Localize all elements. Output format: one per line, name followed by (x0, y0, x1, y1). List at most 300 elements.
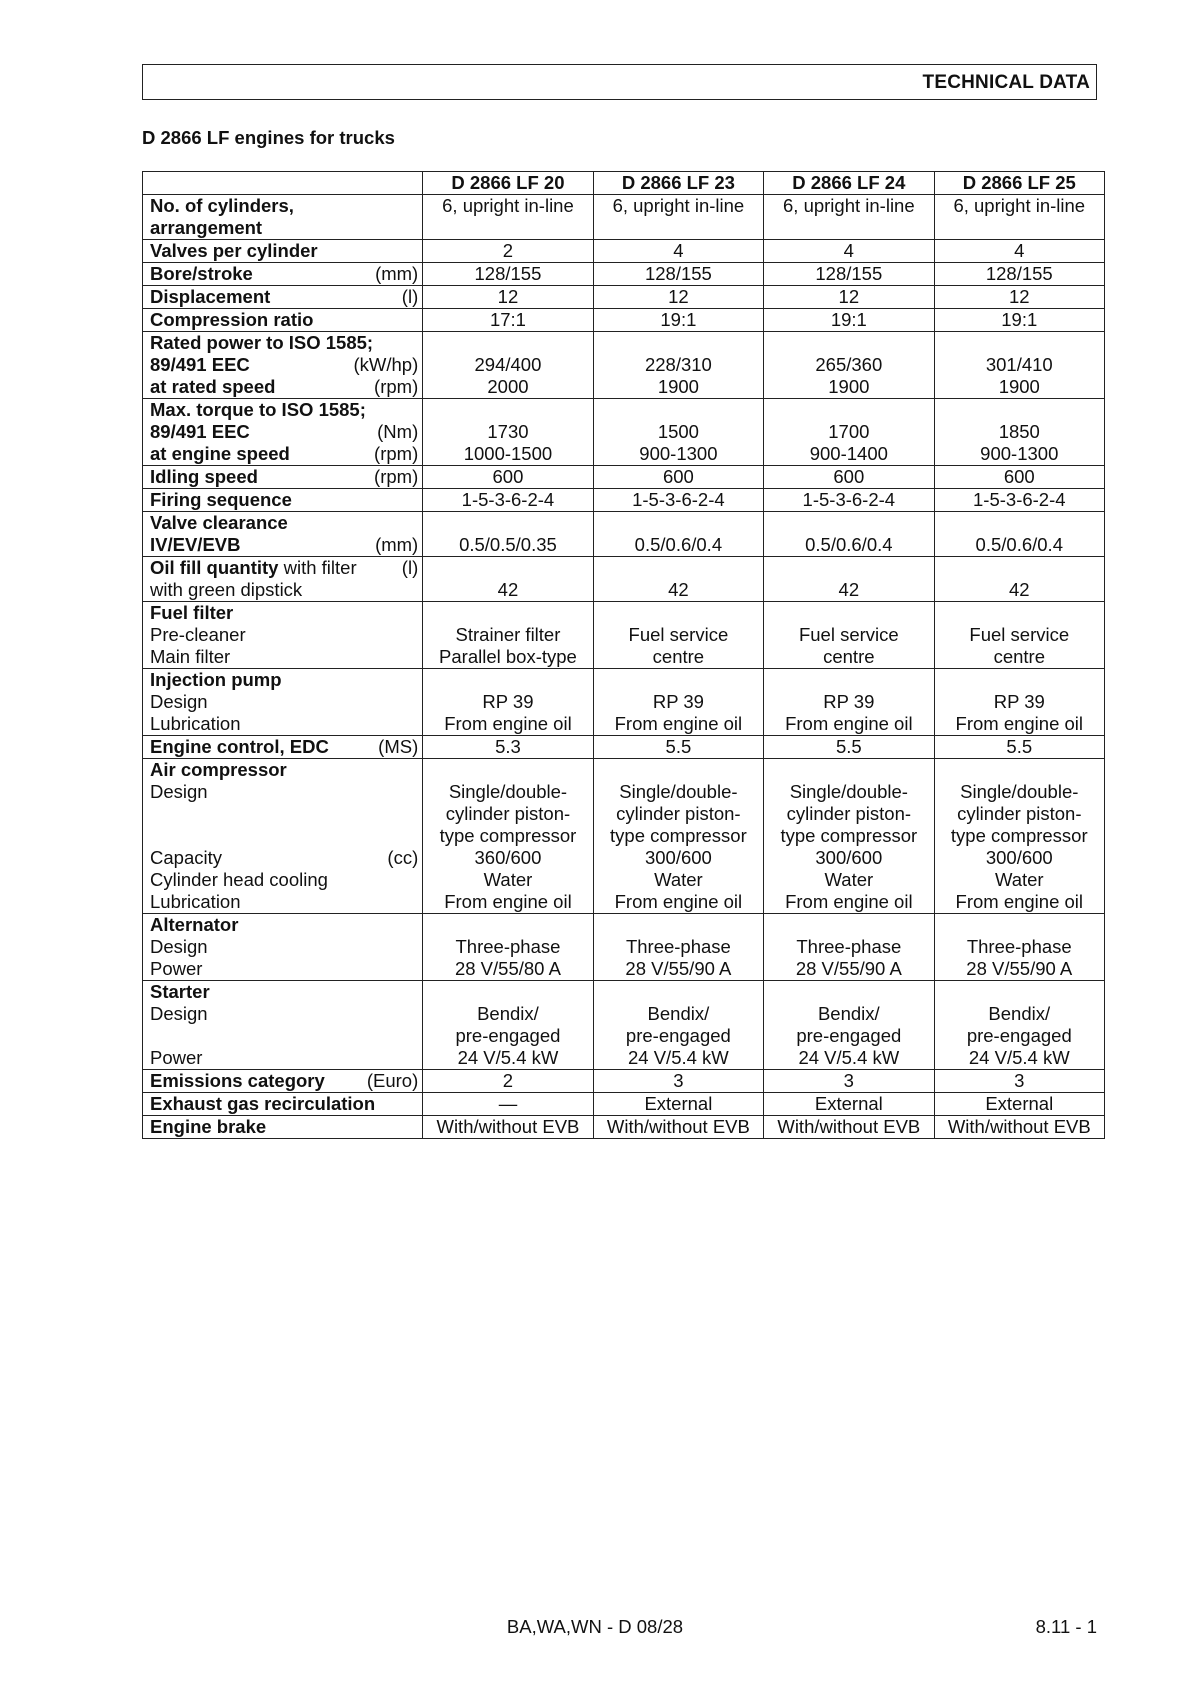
value-line: Single/double- (789, 781, 908, 802)
value-line: RP 39 (652, 691, 704, 712)
value-line: 1-5-3-6-2-4 (461, 489, 555, 510)
value-line: pre-engaged (796, 1025, 902, 1046)
value-line: Single/double- (960, 781, 1079, 802)
value-line (594, 557, 763, 579)
value-line (935, 217, 1104, 239)
value-line: 0.5/0.6/0.4 (975, 534, 1063, 555)
value-line: 28 V/55/90 A (625, 958, 732, 979)
value-line: centre (652, 646, 705, 667)
row-label-text (150, 1047, 202, 1069)
value-line: 4 (1014, 240, 1025, 261)
value-line: cylinder piston- (957, 803, 1082, 824)
row-label-name: Design (150, 781, 208, 802)
value-line (594, 914, 763, 936)
row-unit: (l) (401, 286, 419, 307)
value-line (935, 981, 1104, 1003)
value-line: 228/310 (644, 354, 712, 375)
row-unit: (rpm) (374, 376, 419, 397)
row-label-cell (143, 981, 423, 1070)
table-row (143, 263, 1105, 286)
value-line: From engine oil (785, 713, 913, 734)
value-line (423, 602, 592, 624)
value-line: 300/600 (644, 847, 712, 868)
row-label-name: Air compressor (150, 759, 287, 780)
value-line: RP 39 (993, 691, 1045, 712)
value-cell (423, 240, 593, 263)
row-label-cell (143, 914, 423, 981)
row-label-text (150, 759, 287, 781)
row-label-line (150, 1116, 418, 1138)
row-label-cell (143, 263, 423, 286)
value-line: 1850 (998, 421, 1040, 442)
row-unit: (mm) (375, 263, 419, 284)
value-line: centre (823, 646, 875, 667)
value-cell (423, 981, 593, 1070)
row-label-line (150, 399, 418, 421)
row-label-text (150, 936, 208, 958)
row-label-cell (143, 736, 423, 759)
value-line: 0.5/0.5/0.35 (459, 534, 557, 555)
value-line: cylinder piston- (616, 803, 741, 824)
value-line: 128/155 (815, 263, 883, 284)
footer-doc-reference: BA,WA,WN - D 08/28 (506, 1616, 684, 1637)
value-line: Bendix/ (817, 1003, 880, 1024)
row-label-line (150, 736, 418, 758)
value-line (764, 399, 933, 421)
value-line: Water (483, 869, 533, 890)
row-label-line (150, 891, 418, 913)
value-line (935, 332, 1104, 354)
value-line (935, 557, 1104, 579)
value-line (423, 669, 592, 691)
row-label-cell (143, 195, 423, 240)
row-label-name: arrangement (150, 217, 263, 238)
row-label-name: Max. torque to ISO 1585; (150, 399, 366, 420)
value-cell (764, 914, 934, 981)
value-line: 28 V/55/90 A (795, 958, 902, 979)
row-label-name: Exhaust gas recirculation (150, 1093, 376, 1114)
table-row (143, 602, 1105, 669)
row-label-cell (143, 399, 423, 466)
row-label-name: Starter (150, 981, 210, 1002)
row-label-cell (143, 240, 423, 263)
value-line: 12 (1008, 286, 1030, 307)
value-cell (764, 981, 934, 1070)
value-cell (764, 332, 934, 399)
value-line: cylinder piston- (786, 803, 912, 824)
value-line: Fuel service (969, 624, 1070, 645)
row-label-name: Valves per cylinder (150, 240, 318, 261)
value-line: 900-1300 (980, 443, 1059, 464)
value-cell (593, 489, 763, 512)
value-line: With/without EVB (606, 1116, 750, 1137)
row-label-name: Displacement (150, 286, 271, 307)
value-cell (423, 914, 593, 981)
row-label-line (150, 466, 418, 488)
value-line: 1900 (657, 376, 699, 397)
value-line: 900-1300 (639, 443, 718, 464)
row-label-name: 89/491 EEC (150, 354, 250, 375)
row-label-line (150, 421, 418, 443)
value-line: 12 (838, 286, 860, 307)
value-line (764, 669, 933, 691)
value-line: 4 (673, 240, 684, 261)
row-label-text (150, 736, 329, 758)
value-line: 0.5/0.6/0.4 (634, 534, 723, 555)
row-label-text (150, 669, 282, 691)
value-line: pre-engaged (625, 1025, 731, 1046)
value-cell (593, 1093, 763, 1116)
value-cell (423, 1116, 593, 1139)
row-label-name: Injection pump (150, 669, 282, 690)
row-label-text (150, 602, 233, 624)
value-line: cylinder piston- (445, 803, 571, 824)
column-header: D 2866 LF 24 (764, 172, 934, 195)
value-cell (593, 332, 763, 399)
row-unit: (mm) (375, 534, 419, 555)
value-cell (423, 557, 593, 602)
value-line: Strainer filter (455, 624, 561, 645)
row-label-line (150, 263, 418, 285)
table-row (143, 736, 1105, 759)
value-line: centre (993, 646, 1045, 667)
value-line: 3 (673, 1070, 684, 1091)
value-cell (593, 914, 763, 981)
value-cell (423, 489, 593, 512)
value-line (764, 602, 933, 624)
row-label-name: Compression ratio (150, 309, 314, 330)
row-label-name: No. of cylinders, (150, 195, 294, 216)
table-row (143, 1070, 1105, 1093)
table-row (143, 309, 1105, 332)
value-cell (593, 240, 763, 263)
row-label-line (150, 646, 418, 668)
row-label-text (150, 624, 246, 646)
row-label-line (150, 240, 418, 262)
row-label-cell (143, 1093, 423, 1116)
value-cell (423, 309, 593, 332)
value-line: 5.5 (1006, 736, 1033, 757)
row-label-text (150, 847, 222, 869)
row-label-text (150, 1116, 266, 1138)
row-label-line (150, 691, 418, 713)
row-label-line (150, 354, 418, 376)
row-label-name: Power (150, 958, 203, 979)
table-row (143, 557, 1105, 602)
value-cell (423, 1070, 593, 1093)
row-label-line (150, 579, 418, 601)
row-label-text (150, 354, 250, 376)
value-line: 1-5-3-6-2-4 (632, 489, 725, 510)
value-cell (764, 602, 934, 669)
row-label-line (150, 1047, 418, 1069)
value-line: 1-5-3-6-2-4 (973, 489, 1066, 510)
value-cell (423, 466, 593, 489)
row-label-name: Main filter (150, 646, 231, 667)
value-cell (764, 195, 934, 240)
value-cell (934, 466, 1104, 489)
value-line: 6, upright in-line (953, 195, 1086, 216)
value-line: 5.3 (495, 736, 521, 757)
row-label-line (150, 1070, 418, 1092)
value-cell (593, 669, 763, 736)
value-line: Water (994, 869, 1044, 890)
value-line (594, 759, 763, 781)
value-line: type compressor (780, 825, 918, 846)
value-line: External (985, 1093, 1054, 1114)
value-cell (764, 240, 934, 263)
value-line: 24 V/5.4 kW (798, 1047, 900, 1068)
row-label-name: Design (150, 936, 208, 957)
value-line: Fuel service (798, 624, 899, 645)
value-cell (764, 512, 934, 557)
value-line (594, 981, 763, 1003)
row-label-line (150, 958, 418, 980)
value-cell (934, 489, 1104, 512)
value-cell (593, 1116, 763, 1139)
value-line: 128/155 (985, 263, 1053, 284)
row-label-line (150, 376, 418, 398)
value-cell (934, 1070, 1104, 1093)
value-line: pre-engaged (455, 1025, 561, 1046)
row-label-line (150, 1003, 418, 1025)
row-label-name: Capacity (150, 847, 222, 868)
value-line: Fuel service (628, 624, 729, 645)
row-label-cell (143, 309, 423, 332)
value-line (764, 332, 933, 354)
value-cell (934, 286, 1104, 309)
value-cell (593, 981, 763, 1070)
value-cell (934, 309, 1104, 332)
value-line: 265/360 (815, 354, 883, 375)
row-label-name: Lubrication (150, 891, 241, 912)
row-label-line (150, 847, 418, 869)
value-line: type compressor (950, 825, 1088, 846)
row-label-line (150, 309, 418, 331)
row-label-text (150, 1003, 208, 1025)
value-cell (934, 263, 1104, 286)
value-line: From engine oil (785, 891, 913, 912)
value-line: Three-phase (625, 936, 731, 957)
row-unit: (Nm) (377, 421, 419, 442)
value-cell (764, 1116, 934, 1139)
value-line (935, 512, 1104, 534)
value-line: 0.5/0.6/0.4 (805, 534, 893, 555)
value-line (935, 602, 1104, 624)
table-row (143, 914, 1105, 981)
value-cell (764, 759, 934, 914)
row-label-cell (143, 512, 423, 557)
value-cell (593, 736, 763, 759)
value-line: 4 (843, 240, 854, 261)
row-label-line (150, 1093, 418, 1115)
value-line: 24 V/5.4 kW (628, 1047, 729, 1068)
row-unit: (Euro) (366, 1070, 419, 1091)
row-label-line (150, 489, 418, 511)
row-label-line (150, 936, 418, 958)
value-line: Bendix/ (988, 1003, 1051, 1024)
row-label-name: Alternator (150, 914, 239, 935)
spec-table (142, 171, 1105, 1139)
value-cell (934, 332, 1104, 399)
value-line: 42 (497, 579, 519, 600)
row-label-text (150, 421, 250, 443)
row-label-text (150, 869, 328, 891)
value-cell (934, 759, 1104, 914)
value-line (423, 217, 592, 239)
table-row (143, 759, 1105, 914)
row-label-name: Pre-cleaner (150, 624, 246, 645)
value-line: RP 39 (482, 691, 534, 712)
value-line (764, 557, 933, 579)
spec-table-body (143, 195, 1105, 1139)
value-line: 24 V/5.4 kW (457, 1047, 559, 1068)
value-line (935, 759, 1104, 781)
row-label-cell (143, 1116, 423, 1139)
value-cell (593, 1070, 763, 1093)
value-cell (423, 736, 593, 759)
row-label-text (150, 399, 366, 421)
row-unit: (l) (401, 557, 419, 578)
value-cell (764, 1070, 934, 1093)
value-cell (593, 466, 763, 489)
value-cell (593, 263, 763, 286)
value-line: With/without EVB (777, 1116, 921, 1137)
value-cell (423, 263, 593, 286)
table-row (143, 981, 1105, 1070)
row-label-text (150, 958, 202, 980)
value-line (423, 914, 592, 936)
row-unit: (cc) (387, 847, 419, 868)
value-line: 360/600 (474, 847, 542, 868)
value-cell (764, 1093, 934, 1116)
row-label-cell (143, 332, 423, 399)
row-unit: (rpm) (374, 443, 419, 464)
value-line (764, 981, 933, 1003)
row-label-cell (143, 557, 423, 602)
value-line (764, 914, 933, 936)
table-row (143, 1116, 1105, 1139)
value-line: 1730 (487, 421, 529, 442)
value-line (423, 512, 592, 534)
row-label-cell (143, 286, 423, 309)
value-cell (934, 399, 1104, 466)
row-label-suffix: with filter (278, 557, 357, 578)
value-line: type compressor (610, 825, 747, 846)
value-cell (423, 602, 593, 669)
value-cell (423, 512, 593, 557)
row-label-text (150, 691, 208, 713)
value-line (935, 399, 1104, 421)
value-cell (934, 602, 1104, 669)
value-cell (423, 332, 593, 399)
value-line: External (644, 1093, 713, 1114)
value-line: Bendix/ (647, 1003, 710, 1024)
value-line (594, 217, 763, 239)
row-label-name: Bore/stroke (150, 263, 253, 284)
row-label-line (150, 217, 418, 239)
value-line: 2 (502, 240, 514, 261)
row-label-text (150, 443, 290, 465)
value-line (594, 332, 763, 354)
row-label-line (150, 557, 418, 579)
row-label-name: Firing sequence (150, 489, 292, 510)
row-label-cell (143, 489, 423, 512)
table-header-blank (143, 172, 423, 195)
value-line (594, 602, 763, 624)
value-line (764, 759, 933, 781)
value-cell (934, 195, 1104, 240)
value-line: Single/double- (619, 781, 738, 802)
value-cell (764, 466, 934, 489)
value-line: Parallel box-type (439, 646, 577, 667)
table-row (143, 489, 1105, 512)
value-line: 6, upright in-line (783, 195, 915, 216)
row-label-line (150, 443, 418, 465)
value-line (594, 669, 763, 691)
value-line: 24 V/5.4 kW (968, 1047, 1070, 1068)
column-header: D 2866 LF 25 (934, 172, 1104, 195)
value-cell (764, 309, 934, 332)
value-line (935, 669, 1104, 691)
row-label-name: with green dipstick (150, 579, 303, 600)
row-label-line (150, 602, 418, 624)
row-label-line (150, 1025, 418, 1047)
table-row (143, 286, 1105, 309)
value-line: 42 (668, 579, 689, 600)
row-label-line (150, 803, 418, 825)
value-line: — (498, 1093, 518, 1114)
row-label-cell (143, 602, 423, 669)
value-cell (593, 309, 763, 332)
value-line: 19:1 (1001, 309, 1038, 330)
row-label-line (150, 534, 418, 556)
row-label-text (150, 646, 230, 668)
value-cell (934, 669, 1104, 736)
value-line: From engine oil (444, 713, 572, 734)
row-label-name: Idling speed (150, 466, 258, 487)
value-line (423, 981, 592, 1003)
value-cell (593, 512, 763, 557)
value-line: 6, upright in-line (442, 195, 574, 216)
value-line: 300/600 (815, 847, 883, 868)
value-line: 1000-1500 (463, 443, 553, 464)
row-label-line (150, 981, 418, 1003)
row-unit: (kW/hp) (353, 354, 419, 375)
value-line: 128/155 (644, 263, 712, 284)
value-line: type compressor (439, 825, 577, 846)
value-line: With/without EVB (436, 1116, 580, 1137)
column-header: D 2866 LF 20 (423, 172, 593, 195)
footer-page-number: 8.11 - 1 (1035, 1616, 1097, 1637)
value-line: RP 39 (823, 691, 875, 712)
row-label-text (150, 981, 210, 1003)
value-line: With/without EVB (947, 1116, 1091, 1137)
row-label-cell (143, 1070, 423, 1093)
header-title: TECHNICAL DATA (922, 72, 1090, 93)
value-cell (934, 557, 1104, 602)
table-row (143, 1093, 1105, 1116)
value-cell (423, 669, 593, 736)
row-label-line (150, 195, 418, 217)
value-line: 301/410 (985, 354, 1053, 375)
value-line (764, 217, 933, 239)
value-line: 28 V/55/80 A (454, 958, 561, 979)
value-line: 28 V/55/90 A (966, 958, 1073, 979)
value-cell (423, 399, 593, 466)
value-cell (764, 286, 934, 309)
value-line: From engine oil (614, 891, 743, 912)
